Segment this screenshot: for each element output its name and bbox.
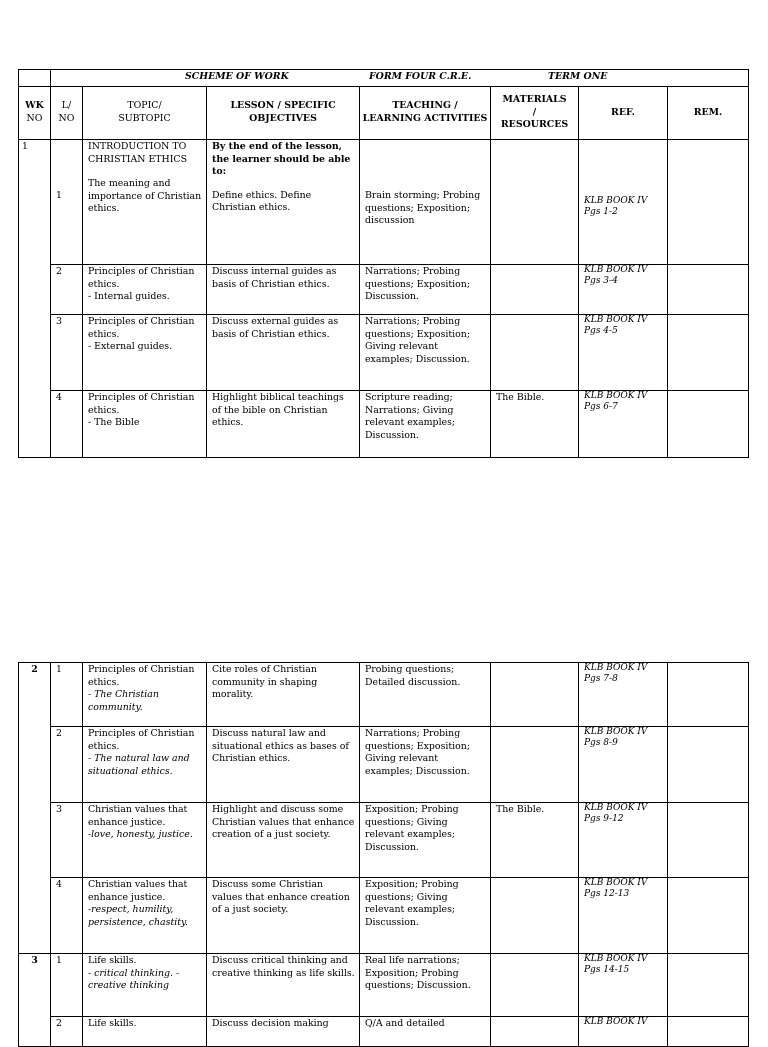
rem-cell — [668, 315, 749, 391]
activities-cell: Real life narrations; Exposition; Probing questions; Discussion. — [360, 954, 491, 1017]
table-row — [19, 727, 749, 803]
ref-cell: KLB BOOK IV Pgs 14-15 — [579, 954, 668, 1017]
ref-cell: KLB BOOK IV Pgs 1-2 — [579, 140, 668, 265]
title-row — [19, 70, 749, 87]
scheme-title: SCHEME OF WORK — [185, 71, 289, 82]
table-row — [19, 663, 749, 727]
topic-cell: Christian values that enhance justice. -love, honesty, justice. — [83, 803, 207, 878]
intro-objective: By the end of the lesson, the learner should be able to: — [212, 141, 351, 178]
objectives-cell: Discuss natural law and situational ethics as bases of Christian ethics. — [207, 727, 360, 803]
objectives-cell — [207, 140, 360, 265]
materials-cell — [491, 315, 579, 391]
objectives-cell: Highlight and discuss some Christian values that enhance creation of a just society. — [207, 803, 360, 878]
topic-cell: Christian values that enhance justice. -respect, humility, persistence, chastity. — [83, 878, 207, 954]
materials-cell — [491, 878, 579, 954]
ref-cell: KLB BOOK IV Pgs 9-12 — [579, 803, 668, 878]
materials-cell — [491, 663, 579, 727]
activities-cell: Exposition; Probing questions; Giving relevant examples; Discussion. — [360, 878, 491, 954]
col-lno: L/ NO — [51, 87, 83, 140]
lesson-number: 2 — [51, 1017, 83, 1047]
topic-cell: Principles of Christian ethics. - The Christian community. — [83, 663, 207, 727]
term-title: TERM ONE — [548, 71, 608, 82]
ref-cell: KLB BOOK IV Pgs 12-13 — [579, 878, 668, 954]
topic-cell: Life skills. — [83, 1017, 207, 1047]
table-row — [19, 315, 749, 391]
col-wk: WK NO — [19, 87, 51, 140]
lesson-number: 1 — [51, 954, 83, 1017]
table-row — [19, 391, 749, 458]
activities-cell: Exposition; Probing questions; Giving relevant examples; Discussion. — [360, 803, 491, 878]
rem-cell — [668, 265, 749, 315]
table-row — [19, 954, 749, 1017]
week-number: 3 — [19, 954, 51, 1047]
lesson-number: 2 — [51, 265, 83, 315]
objective-text: Define ethics. Define Christian ethics. — [212, 189, 312, 214]
objectives-cell: Discuss internal guides as basis of Christian ethics. — [207, 265, 360, 315]
col-objectives: LESSON / SPECIFIC OBJECTIVES — [207, 87, 360, 140]
lesson-number: 2 — [51, 727, 83, 803]
table-row — [19, 878, 749, 954]
materials-cell: The Bible. — [491, 391, 579, 458]
rem-cell — [668, 954, 749, 1017]
week-number: 1 — [19, 140, 51, 458]
table-row — [19, 803, 749, 878]
topic-cell: Life skills. - critical thinking. - creative thinking — [83, 954, 207, 1017]
column-header-row — [19, 87, 749, 140]
lesson-number: 1 — [51, 663, 83, 727]
activities-cell: Q/A and detailed — [360, 1017, 491, 1047]
table-row — [19, 1017, 749, 1047]
materials-cell — [491, 954, 579, 1017]
activities-cell: Brain storming; Probing questions; Exposition; discussion — [360, 140, 491, 265]
lesson-number: 3 — [51, 803, 83, 878]
col-rem: REM. — [668, 87, 749, 140]
rem-cell — [668, 878, 749, 954]
ref-cell: KLB BOOK IV Pgs 3-4 — [579, 265, 668, 315]
objectives-cell: Highlight biblical teachings of the bible on Christian ethics. — [207, 391, 360, 458]
topic-text: The meaning and importance of Christian ethics. — [88, 178, 202, 215]
form-title: FORM FOUR C.R.E. — [369, 71, 472, 82]
materials-cell: The Bible. — [491, 803, 579, 878]
table-row — [19, 140, 749, 265]
ref-cell: KLB BOOK IV — [579, 1017, 668, 1047]
rem-cell — [668, 140, 749, 265]
ref-cell: KLB BOOK IV Pgs 8-9 — [579, 727, 668, 803]
title-cell — [51, 70, 749, 87]
activities-cell: Narrations; Probing questions; Exposition; Giving relevant examples; Discussion. — [360, 727, 491, 803]
objectives-cell: Discuss some Christian values that enhance creation of a just society. — [207, 878, 360, 954]
scheme-table-page1 — [18, 69, 749, 458]
rem-cell — [668, 1017, 749, 1047]
activities-cell: Scripture reading; Narrations; Giving relevant examples; Discussion. — [360, 391, 491, 458]
objectives-cell: Cite roles of Christian community in shaping morality. — [207, 663, 360, 727]
table-row — [19, 265, 749, 315]
topic-cell: Principles of Christian ethics. - External guides. — [83, 315, 207, 391]
col-materials: MATERIALS / RESOURCES — [491, 87, 579, 140]
lesson-number: 3 — [51, 315, 83, 391]
lesson-number: 4 — [51, 391, 83, 458]
col-activities: TEACHING / LEARNING ACTIVITIES — [360, 87, 491, 140]
objectives-cell: Discuss external guides as basis of Christian ethics. — [207, 315, 360, 391]
intro-topic: INTRODUCTION TO CHRISTIAN ETHICS — [88, 141, 188, 165]
week-number: 2 — [19, 663, 51, 954]
materials-cell — [491, 140, 579, 265]
lesson-number: 1 — [51, 140, 83, 265]
materials-cell — [491, 265, 579, 315]
objectives-cell: Discuss critical thinking and creative thinking as life skills. — [207, 954, 360, 1017]
topic-cell: Principles of Christian ethics. - The Bible — [83, 391, 207, 458]
activities-cell: Narrations; Probing questions; Exposition; Discussion. — [360, 265, 491, 315]
col-ref: REF. — [579, 87, 668, 140]
materials-cell — [491, 1017, 579, 1047]
ref-cell: KLB BOOK IV Pgs 6-7 — [579, 391, 668, 458]
rem-cell — [668, 663, 749, 727]
title-blank-cell — [19, 70, 51, 87]
ref-cell: KLB BOOK IV Pgs 4-5 — [579, 315, 668, 391]
topic-cell — [83, 140, 207, 265]
activities-cell: Probing questions; Detailed discussion. — [360, 663, 491, 727]
topic-cell: Principles of Christian ethics. - Internal guides. — [83, 265, 207, 315]
activities-cell: Narrations; Probing questions; Exposition; Giving relevant examples; Discussion. — [360, 315, 491, 391]
materials-cell — [491, 727, 579, 803]
ref-cell: KLB BOOK IV Pgs 7-8 — [579, 663, 668, 727]
rem-cell — [668, 803, 749, 878]
col-topic: TOPIC/ SUBTOPIC — [83, 87, 207, 140]
topic-cell: Principles of Christian ethics. - The natural law and situational ethics. — [83, 727, 207, 803]
rem-cell — [668, 391, 749, 458]
lesson-number: 4 — [51, 878, 83, 954]
objectives-cell: Discuss decision making — [207, 1017, 360, 1047]
rem-cell — [668, 727, 749, 803]
scheme-table-page2 — [18, 662, 749, 1047]
